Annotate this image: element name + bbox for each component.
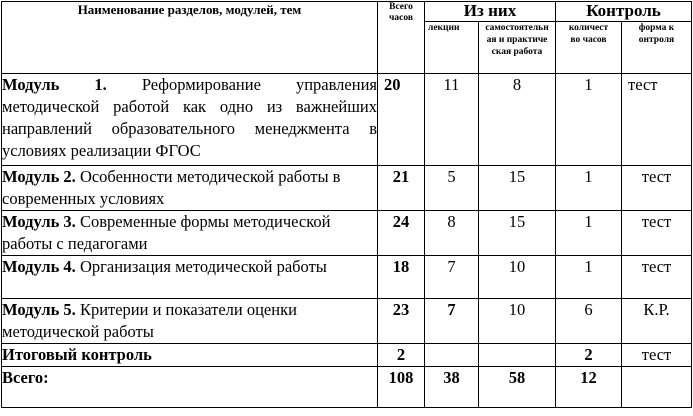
final-control-label	[2, 344, 378, 367]
table-row	[2, 74, 692, 166]
module-title: Критерии и показатели оценки методической работы	[2, 300, 297, 341]
header-name	[2, 2, 378, 74]
control-hours: 1	[556, 256, 622, 299]
final-control-independent	[479, 344, 556, 367]
final-control-text: Итоговый контроль	[2, 345, 152, 364]
header-count-hours-text: количество часов	[568, 23, 609, 45]
independent-hours: 10	[479, 256, 556, 299]
total-hours: 24	[378, 211, 425, 256]
summary-form	[622, 367, 692, 408]
final-control-total: 2	[378, 344, 425, 367]
module-title: Реформирование управления методической работой как одно из важнейших направлений образовательного менеджмента в условиях реализации ФГОС	[2, 75, 377, 160]
final-control-form: тест	[622, 344, 692, 367]
lecture-hours: 7	[425, 256, 479, 299]
header-control-form	[622, 22, 692, 74]
module-label: Модуль 4.	[2, 257, 76, 276]
lecture-hours: 5	[425, 166, 479, 211]
header-name-text: Наименование разделов, модулей, тем	[77, 2, 302, 17]
module-title: Особенности методической работы в современных условиях	[2, 167, 341, 208]
summary-total: 108	[378, 367, 425, 408]
table-row	[2, 211, 692, 256]
final-control-lectures	[425, 344, 479, 367]
module-name-cell	[2, 74, 378, 166]
header-lectures: лекции	[425, 22, 479, 74]
summary-label: Всего:	[2, 367, 378, 408]
independent-hours: 10	[479, 299, 556, 344]
module-name-cell	[2, 166, 378, 211]
control-hours: 1	[556, 74, 622, 166]
independent-hours: 8	[479, 74, 556, 166]
total-hours: 23	[378, 299, 425, 344]
independent-hours: 15	[479, 211, 556, 256]
summary-hours: 12	[556, 367, 622, 408]
control-form: тест	[622, 211, 692, 256]
module-label: Модуль 5.	[2, 300, 76, 319]
module-name-cell	[2, 256, 378, 299]
module-title: Организация методической работы	[79, 257, 327, 276]
independent-hours: 15	[479, 166, 556, 211]
control-form: К.Р.	[622, 299, 692, 344]
control-form: тест	[622, 74, 692, 166]
header-count-hours	[556, 22, 622, 74]
summary-row	[2, 367, 692, 408]
module-title: Современные формы методической работы с педагогами	[2, 212, 331, 253]
header-group-of-them: Из них	[425, 2, 556, 22]
curriculum-table	[1, 1, 692, 408]
table-row	[2, 256, 692, 299]
control-form: тест	[622, 256, 692, 299]
lecture-hours: 8	[425, 211, 479, 256]
header-group-control: Контроль	[556, 2, 692, 22]
header-independent-text: самостоятельная и практическая работа	[485, 23, 549, 57]
lecture-hours: 7	[425, 299, 479, 344]
module-label: Модуль 3.	[2, 212, 76, 231]
lecture-hours: 11	[425, 74, 479, 166]
total-hours: 21	[378, 166, 425, 211]
control-form: тест	[622, 166, 692, 211]
total-hours: 20	[378, 74, 425, 166]
control-hours: 1	[556, 166, 622, 211]
summary-lectures: 38	[425, 367, 479, 408]
header-total	[378, 2, 425, 74]
final-control-hours: 2	[556, 344, 622, 367]
module-label: Модуль 1.	[2, 75, 107, 94]
header-control-form-text: форма контроля	[638, 23, 675, 45]
module-label: Модуль 2.	[2, 167, 76, 186]
control-hours: 6	[556, 299, 622, 344]
total-hours: 18	[378, 256, 425, 299]
summary-independent: 58	[479, 367, 556, 408]
table-row	[2, 166, 692, 211]
final-control-row	[2, 344, 692, 367]
control-hours: 1	[556, 211, 622, 256]
table-row	[2, 299, 692, 344]
module-name-cell	[2, 299, 378, 344]
module-name-cell	[2, 211, 378, 256]
header-total-text: Всего часов	[389, 2, 413, 23]
header-independent	[479, 22, 556, 74]
